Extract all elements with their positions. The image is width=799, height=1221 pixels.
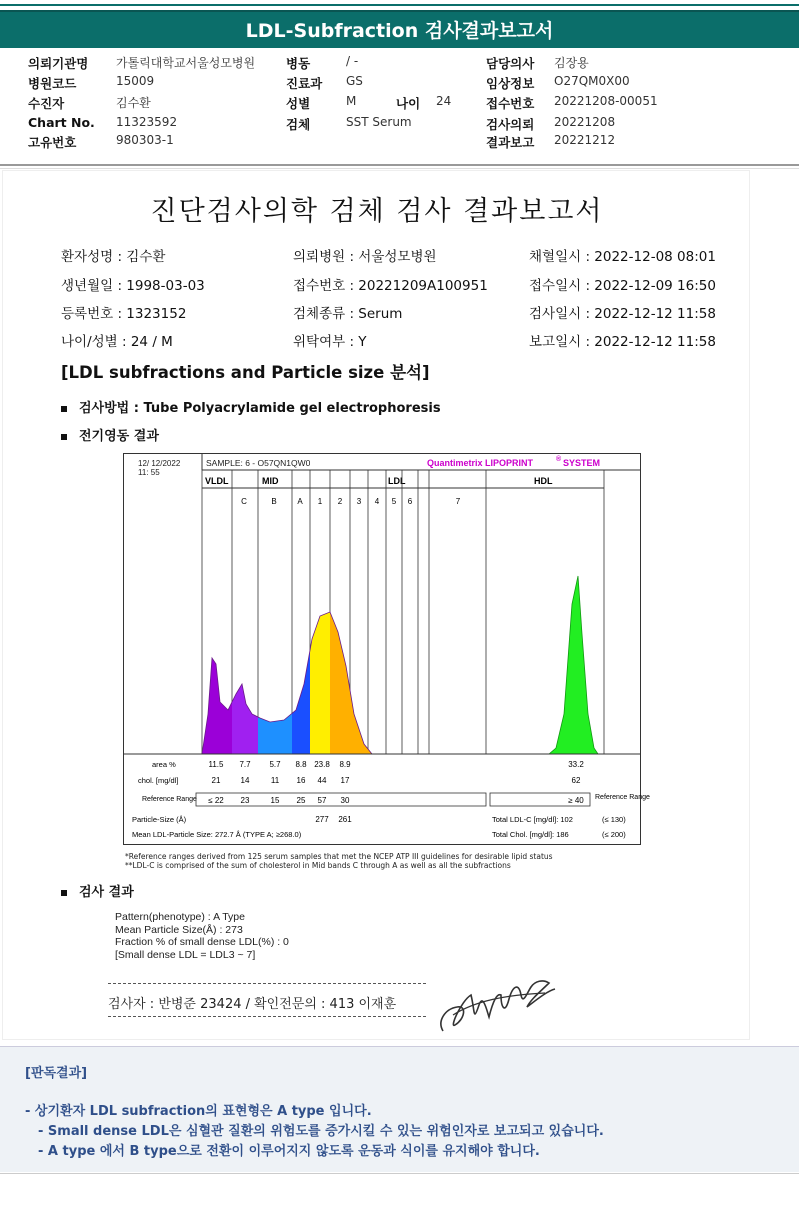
age-label: 나이 xyxy=(396,96,421,111)
header-separator xyxy=(0,164,799,166)
result-line-4: [Small dense LDL = LDL3 ~ 7] xyxy=(115,948,256,961)
band-label-3: 3 xyxy=(356,497,362,506)
particle-size-1: 277 xyxy=(315,815,329,824)
ref-value: 23 xyxy=(240,796,250,805)
hospcode-value: 15009 xyxy=(116,74,155,88)
chart-time: 11: 55 xyxy=(138,468,160,477)
specimen-value: SST Serum xyxy=(346,115,412,129)
registration-number: 등록번호 : 1323152 xyxy=(61,306,187,322)
report-date: 보고일시 : 2022-12-12 11:58 xyxy=(529,334,716,350)
receipt-label: 접수번호 xyxy=(486,96,535,111)
row-label-mean: Mean LDL-Particle Size: 272.7 Å (TYPE A; ≥268.0) xyxy=(132,830,302,839)
ref-value: 57 xyxy=(317,796,327,805)
report-label: 결과보고 xyxy=(486,135,535,150)
age-value: 24 xyxy=(436,94,452,108)
total-chol-ref: (≤ 200) xyxy=(602,830,626,839)
area-value: 7.7 xyxy=(239,760,251,769)
chol-value: 14 xyxy=(240,776,250,785)
dept-label: 진료과 xyxy=(286,76,323,91)
ref-value: 30 xyxy=(340,796,350,805)
examinee-value: 김수환 xyxy=(116,96,151,110)
test-date: 검사일시 : 2022-12-12 11:58 xyxy=(529,306,716,322)
sign-line-top xyxy=(108,983,426,984)
request-hospital: 의뢰병원 : 서울성모병원 xyxy=(293,249,437,265)
band-label-2: 2 xyxy=(337,497,343,506)
row-label-chol: chol. [mg/dl] xyxy=(138,776,179,785)
info-row-5 xyxy=(28,133,788,152)
judgement-line-2: - Small dense LDL은 심혈관 질환의 위험도를 증가시킬 수 있는 위험인자로 보고되고 있습니다. xyxy=(38,1124,604,1139)
footnote-1: *Reference ranges derived from 125 serum samples that met the NCEP ATP III guidelines for desirable lipid status xyxy=(125,852,553,861)
band-hdl xyxy=(549,576,598,754)
band-label-B: B xyxy=(271,497,277,506)
chol-value: 17 xyxy=(340,776,350,785)
unique-value: 980303-1 xyxy=(116,133,174,147)
request-value: 20221208 xyxy=(554,115,616,129)
ref-value: 15 xyxy=(270,796,280,805)
result-line-3: Fraction % of small dense LDL(%) : 0 xyxy=(115,936,289,948)
page-title: LDL-Subfraction 검사결과보고서 xyxy=(0,10,799,48)
sex-label: 성별 xyxy=(286,96,311,111)
ref-right-label: Reference Range xyxy=(595,794,650,801)
dept-value: GS xyxy=(346,74,363,88)
result-bullet xyxy=(61,881,134,900)
sign-line-bottom xyxy=(108,1016,426,1017)
chart-svg xyxy=(124,454,650,844)
doctor-value: 김장용 xyxy=(554,56,589,70)
band-label-6: 6 xyxy=(407,497,413,506)
electro-bullet xyxy=(61,425,159,444)
row-label-psize: Particle-Size (Å) xyxy=(132,815,187,824)
total-chol: Total Chol. [mg/dl]: 186 xyxy=(492,830,569,839)
section-title: [LDL subfractions and Particle size 분석] xyxy=(61,363,430,382)
total-ldl: Total LDL-C [mg/dl]: 102 xyxy=(492,815,573,824)
birth-date: 생년월일 : 1998-03-03 xyxy=(61,278,205,294)
result-line-2: Mean Particle Size(Å) : 273 xyxy=(115,923,243,936)
electro-text: 전기영동 결과 xyxy=(79,429,159,444)
chol-value: 44 xyxy=(317,776,327,785)
report-value: 20221212 xyxy=(554,133,616,147)
method-text: 검사방법 : Tube Polyacrylamide gel electrophoresis xyxy=(79,401,441,416)
info-row-3 xyxy=(28,94,788,113)
chart-brand: Quantimetrix LIPOPRINT xyxy=(427,458,534,468)
result-heading: 검사 결과 xyxy=(79,885,134,900)
ref-hdl: ≥ 40 xyxy=(568,796,584,805)
signature-image xyxy=(435,971,565,1041)
hospcode-label: 병원코드 xyxy=(28,76,77,91)
chart-sample: SAMPLE: 6 - O57QN1QW0 xyxy=(206,458,311,468)
ward-label: 병동 xyxy=(286,56,311,71)
ref-value: ≤ 22 xyxy=(208,796,224,805)
outsource: 위탁여부 : Y xyxy=(293,334,367,350)
ward-value: / - xyxy=(346,54,359,68)
band-label-4: 4 xyxy=(374,497,380,506)
institution-value: 가톨릭대학교서울성모병원 xyxy=(116,56,256,70)
info-row-1 xyxy=(28,54,788,73)
report-document xyxy=(2,170,750,1040)
request-label: 검사의뢰 xyxy=(486,117,535,132)
header-separator-light xyxy=(0,168,799,169)
specimen-type: 검체종류 : Serum xyxy=(293,306,403,322)
footnote-2: **LDL-C is comprised of the sum of cholesterol in Mid bands C through A as well as all the subfractions xyxy=(125,861,511,870)
ref-value: 25 xyxy=(296,796,306,805)
band-label-7: 7 xyxy=(455,497,461,506)
chol-value: 21 xyxy=(211,776,221,785)
chol-value: 11 xyxy=(270,776,280,785)
unique-label: 고유번호 xyxy=(28,135,77,150)
band-label-A: A xyxy=(297,497,303,506)
sex-value: M xyxy=(346,94,357,108)
bottom-rule xyxy=(0,1173,799,1174)
area-value: 8.9 xyxy=(339,760,351,769)
judgement-line-1: - 상기환자 LDL subfraction의 표현형은 A type 입니다. xyxy=(25,1104,372,1119)
method-bullet xyxy=(61,397,441,416)
specimen-label: 검체 xyxy=(286,117,311,132)
footnote xyxy=(125,852,553,870)
result-line-1: Pattern(phenotype) : A Type xyxy=(115,911,245,923)
total-ldl-ref: (≤ 130) xyxy=(602,815,626,824)
group-mid: MID xyxy=(262,476,279,486)
chol-value: 16 xyxy=(296,776,306,785)
area-hdl: 33.2 xyxy=(568,760,584,769)
band-ldl1 xyxy=(310,612,330,754)
draw-date: 채혈일시 : 2022-12-08 08:01 xyxy=(529,249,716,265)
clinical-value: O27QM0X00 xyxy=(554,74,630,88)
electrophoresis-chart xyxy=(123,453,650,845)
area-value: 23.8 xyxy=(314,760,330,769)
chart-value: 11323592 xyxy=(116,115,178,129)
group-ldl: LDL xyxy=(388,476,406,486)
judgement-panel xyxy=(0,1046,799,1172)
row-label-area: area % xyxy=(152,760,176,769)
doctor-label: 담당의사 xyxy=(486,56,535,71)
band-label-5: 5 xyxy=(391,497,397,506)
group-hdl: HDL xyxy=(534,476,553,486)
receipt-date: 접수일시 : 2022-12-09 16:50 xyxy=(529,278,716,294)
row-label-ref: Reference Range xyxy=(142,796,197,803)
area-value: 8.8 xyxy=(295,760,307,769)
judgement-line-3: - A type 에서 B type으로 전환이 이루어지지 않도록 운동과 식이를 유지해야 합니다. xyxy=(38,1144,540,1159)
signer-text: 검사자 : 반병준 23424 / 확인전문의 : 413 이재훈 xyxy=(108,997,397,1012)
examinee-label: 수진자 xyxy=(28,96,65,111)
judgement-heading: [판독결과] xyxy=(25,1066,88,1081)
particle-size-2: 261 xyxy=(338,815,352,824)
chart-brand-suffix: SYSTEM xyxy=(563,458,601,468)
chart-label: Chart No. xyxy=(28,115,95,130)
band-ldl2 xyxy=(330,612,372,754)
chart-date: 12/ 12/2022 xyxy=(138,459,181,468)
chol-hdl: 62 xyxy=(571,776,581,785)
patient-name: 환자성명 : 김수환 xyxy=(61,249,166,265)
result-block xyxy=(115,911,289,961)
report-title: 진단검사의학 검체 검사 결과보고서 xyxy=(150,196,604,227)
band-label-C: C xyxy=(241,497,247,506)
clinical-label: 임상정보 xyxy=(486,76,535,91)
area-value: 11.5 xyxy=(208,760,224,769)
info-row-4 xyxy=(28,115,788,134)
age-sex: 나이/성별 : 24 / M xyxy=(61,334,173,350)
institution-label: 의뢰기관명 xyxy=(28,56,89,71)
area-value: 5.7 xyxy=(269,760,281,769)
top-rule xyxy=(0,4,799,6)
receipt-value: 20221208-00051 xyxy=(554,94,658,108)
info-row-2 xyxy=(28,74,788,93)
chart-brand-mark: ® xyxy=(556,456,562,463)
group-vldl: VLDL xyxy=(205,476,229,486)
band-label-1: 1 xyxy=(317,497,323,506)
receipt-number: 접수번호 : 20221209A100951 xyxy=(293,278,488,294)
